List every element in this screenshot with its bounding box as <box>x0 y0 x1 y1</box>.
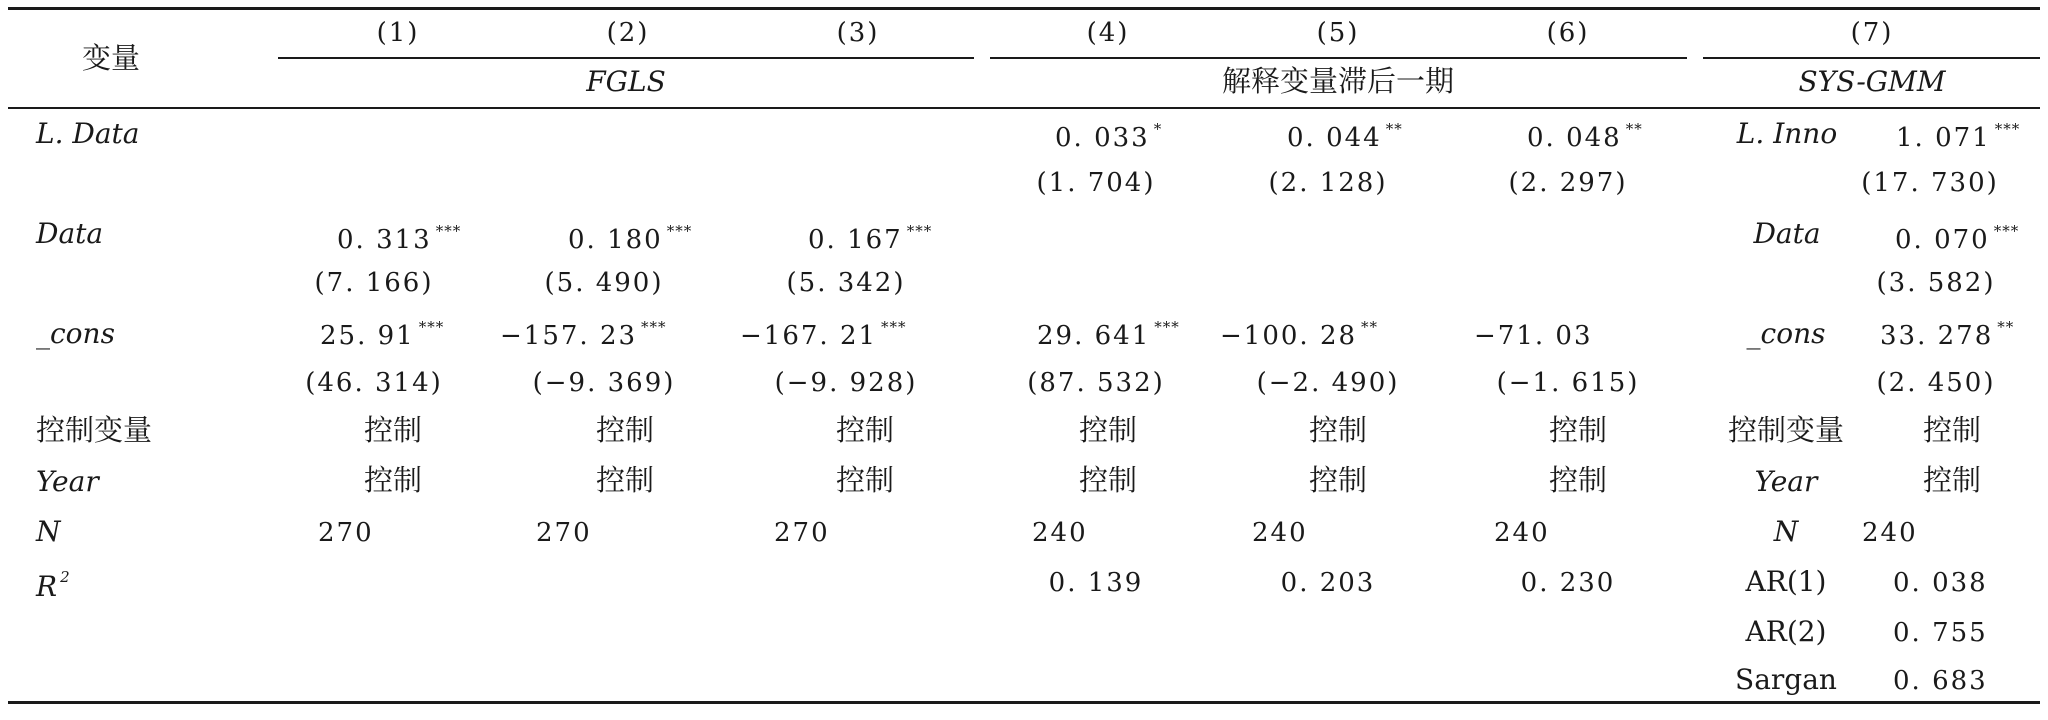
cell-controls-5: 控制 <box>1308 413 1368 447</box>
cell-ldata-coef-5: 0. 044 ** <box>1287 120 1403 153</box>
stub-header: 变量 <box>82 41 141 75</box>
cell-cons-t-1: (46. 314) <box>305 368 443 398</box>
group-rule-gmm <box>1703 57 2040 59</box>
row-label-ldata: L. Data <box>36 117 140 150</box>
cell-ldata-t-4: (1. 704) <box>1036 168 1156 198</box>
cell-data-t-3: (5. 342) <box>786 268 906 298</box>
cell-n-4: 240 <box>1032 518 1088 548</box>
cell-data-coef-7: 0. 070 *** <box>1895 222 2020 255</box>
cell-n-1: 270 <box>318 518 374 548</box>
cell-r2-6: 0. 230 <box>1520 568 1616 598</box>
top-rule <box>8 7 2040 10</box>
gmm-stat-value-ar2: 0. 755 <box>1893 618 1988 648</box>
cell-ldata-t-7: (17. 730) <box>1861 168 1999 198</box>
cell-controls-6: 控制 <box>1548 413 1608 447</box>
gmm-stat-value-ar1: 0. 038 <box>1893 568 1988 598</box>
gmm-stat-label-sargan: Sargan <box>1735 663 1837 696</box>
group-rule-lag <box>990 57 1687 59</box>
cell-controls-3: 控制 <box>835 413 895 447</box>
cell-r2-4: 0. 139 <box>1048 568 1144 598</box>
cell-data-coef-1: 0. 313 *** <box>337 222 462 255</box>
row-label-controls: 控制变量 <box>36 413 153 447</box>
header-bottom-rule <box>8 107 2040 109</box>
cell-year-4: 控制 <box>1078 463 1138 497</box>
cell-n-3: 270 <box>774 518 830 548</box>
cell-cons-coef-5: −100. 28 ** <box>1220 318 1379 351</box>
cell-cons-coef-1: 25. 91 *** <box>320 318 445 351</box>
cell-year-1: 控制 <box>363 463 423 497</box>
cell-data-t-1: (7. 166) <box>314 268 434 298</box>
cell-cons-t-5: (−2. 490) <box>1256 368 1400 398</box>
row-label-n: N <box>36 515 61 548</box>
cell-ldata-t-6: (2. 297) <box>1508 168 1628 198</box>
cell-ldata-coef-4: 0. 033 * <box>1055 120 1163 153</box>
cell-year-3: 控制 <box>835 463 895 497</box>
cell-n-7: 240 <box>1862 518 1918 548</box>
gmm-label-data: Data <box>1753 217 1821 250</box>
cell-controls-4: 控制 <box>1078 413 1138 447</box>
bottom-rule <box>8 701 2040 704</box>
cell-n-6: 240 <box>1494 518 1550 548</box>
cell-cons-coef-3: −167. 21 *** <box>740 318 907 351</box>
column-number-1: (1) <box>376 18 420 48</box>
cell-ldata-coef-7: 1. 071 *** <box>1896 120 2021 153</box>
row-label-r2: R $^2$ <box>36 568 70 603</box>
cell-data-t-7: (3. 582) <box>1876 268 1996 298</box>
cell-cons-coef-4: 29. 641 *** <box>1037 318 1180 351</box>
group-label-gmm: SYS-GMM <box>1798 65 1946 98</box>
gmm-label-linno: L. Inno <box>1736 117 1838 150</box>
row-label-cons: _cons <box>36 317 115 350</box>
cell-cons-t-6: (−1. 615) <box>1496 368 1640 398</box>
cell-year-5: 控制 <box>1308 463 1368 497</box>
cell-controls-1: 控制 <box>363 413 423 447</box>
cell-data-coef-2: 0. 180 *** <box>568 222 693 255</box>
cell-cons-coef-7: 33. 278 ** <box>1880 318 2015 351</box>
cell-controls-7: 控制 <box>1922 413 1982 447</box>
gmm-stat-value-sargan: 0. 683 <box>1893 666 1988 696</box>
cell-cons-coef-6: −71. 03 <box>1474 321 1593 351</box>
cell-r2-5: 0. 203 <box>1280 568 1376 598</box>
cell-n-2: 270 <box>536 518 592 548</box>
gmm-label-cons: _cons <box>1746 317 1826 350</box>
gmm-label-n: N <box>1773 515 1799 548</box>
cell-cons-t-7: (2. 450) <box>1876 368 1996 398</box>
cell-n-5: 240 <box>1252 518 1308 548</box>
gmm-label-year: Year <box>1754 465 1818 498</box>
cell-data-t-2: (5. 490) <box>544 268 664 298</box>
gmm-stat-label-ar2: AR(2) <box>1745 615 1827 648</box>
row-label-data: Data <box>36 217 104 250</box>
gmm-label-controls: 控制变量 <box>1727 413 1845 447</box>
column-number-5: (5) <box>1316 18 1360 48</box>
cell-cons-t-3: (−9. 928) <box>774 368 918 398</box>
group-rule-fgls <box>278 57 974 59</box>
column-number-4: (4) <box>1086 18 1130 48</box>
column-number-2: (2) <box>606 18 650 48</box>
column-number-6: (6) <box>1546 18 1590 48</box>
group-label-lag: 解释变量滞后一期 <box>1221 64 1455 98</box>
cell-ldata-coef-6: 0. 048 ** <box>1527 120 1643 153</box>
cell-year-2: 控制 <box>595 463 655 497</box>
gmm-stat-label-ar1: AR(1) <box>1745 565 1827 598</box>
cell-cons-t-4: (87. 532) <box>1027 368 1165 398</box>
column-number-3: (3) <box>836 18 880 48</box>
row-label-year: Year <box>36 465 99 498</box>
cell-cons-t-2: (−9. 369) <box>532 368 676 398</box>
cell-cons-coef-2: −157. 23 *** <box>500 318 667 351</box>
cell-data-coef-3: 0. 167 *** <box>808 222 933 255</box>
cell-controls-2: 控制 <box>595 413 655 447</box>
cell-ldata-t-5: (2. 128) <box>1268 168 1388 198</box>
cell-year-7: 控制 <box>1922 463 1982 497</box>
cell-year-6: 控制 <box>1548 463 1608 497</box>
group-label-fgls: FGLS <box>586 65 666 98</box>
column-number-7: (7) <box>1850 18 1894 48</box>
